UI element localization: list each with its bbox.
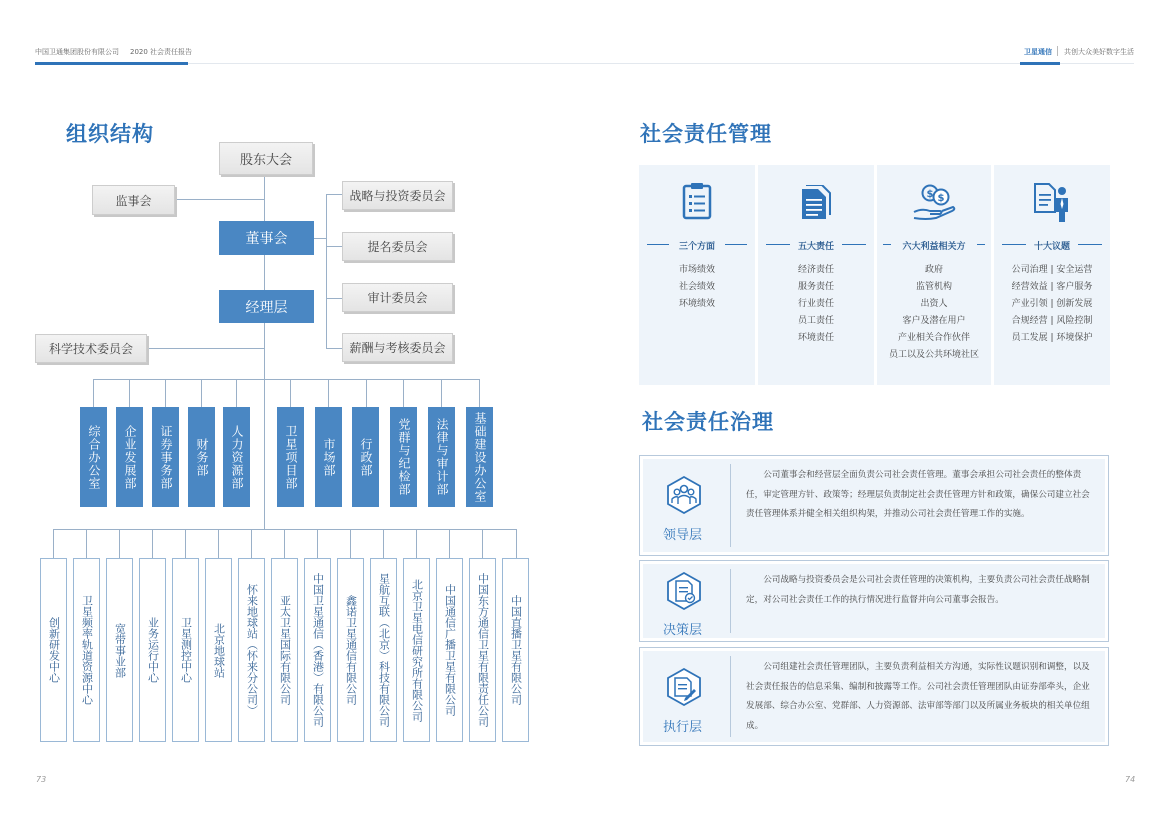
science-link — [147, 348, 264, 349]
dept-drop — [93, 379, 94, 407]
dept-box: 基础建设办公室 — [466, 407, 493, 507]
panel-item: 环境绩效 — [678, 299, 715, 309]
unit-box: 中国直播卫星有限公司 — [502, 558, 529, 742]
dept-box: 行政部 — [352, 407, 379, 507]
committee-link-4 — [326, 348, 342, 349]
panel-item: 员工责任 — [797, 316, 834, 326]
supervisory-link — [175, 199, 264, 200]
governance-leadership — [639, 455, 1109, 556]
nomination-committee-box: 提名委员会 — [342, 232, 453, 261]
dept-drop — [201, 379, 202, 407]
shareholders-meeting-box: 股东大会 — [219, 142, 313, 175]
units-bus — [53, 529, 517, 530]
panel-item: 环境责任 — [797, 333, 834, 343]
page-number-left: 73 — [36, 775, 47, 784]
dept-drop — [366, 379, 367, 407]
execution-icon — [665, 668, 703, 706]
strategy-investment-committee-box: 战略与投资委员会 — [342, 181, 453, 210]
panel-title: 五大责任 — [797, 242, 834, 252]
governance-execution — [639, 647, 1109, 746]
governance-divider — [730, 464, 731, 547]
governance-text: 公司董事会和经营层全面负责公司社会责任管理。董事会承担公司社会责任的整体责任，审定管理方针、政策等；经理层负责制定社会责任管理方针和政策，确保公司建立社会责任管理体系并健全相关组织构架，并推动公司社会责任管理工作的实施。 — [746, 470, 1090, 519]
clipboard-icon — [682, 182, 712, 220]
unit-box: 创新研发中心 — [40, 558, 67, 742]
unit-drop — [350, 529, 351, 558]
unit-box: 鑫诺卫星通信有限公司 — [337, 558, 364, 742]
panel-title: 十大议题 — [1033, 242, 1070, 252]
panel-item: 经营效益 | 客户服务 — [1011, 282, 1093, 292]
unit-drop — [284, 529, 285, 558]
svg-text:$: $ — [937, 193, 945, 204]
panel-item: 客户及潜在用户 — [902, 316, 966, 326]
dept-box: 卫星项目部 — [277, 407, 304, 507]
panel-item: 市场绩效 — [678, 265, 715, 275]
unit-drop — [218, 529, 219, 558]
unit-box: 北京地球站 — [205, 558, 232, 742]
dept-drop — [403, 379, 404, 407]
csr-governance-title: 社会责任治理 — [642, 410, 774, 434]
unit-drop — [516, 529, 517, 558]
unit-box: 中国东方通信卫星有限责任公司 — [469, 558, 496, 742]
departments-bus — [93, 379, 479, 380]
panel-item: 员工发展 | 环境保护 — [1011, 333, 1093, 343]
governance-text: 公司战略与投资委员会是公司社会责任管理的决策机构，主要负责公司社会责任战略制定，对公司社会责任工作的执行情况进行监督并向公司董事会报告。 — [746, 575, 1090, 605]
board-committee-link — [314, 238, 326, 239]
remuneration-committee-box: 薪酬与考核委员会 — [342, 333, 453, 362]
dept-drop — [290, 379, 291, 407]
unit-box: 中国通信广播卫星有限公司 — [436, 558, 463, 742]
committee-link-3 — [326, 298, 342, 299]
panel-six-stakeholders — [877, 165, 991, 385]
unit-box: 中国卫星通信（香港）有限公司 — [304, 558, 331, 742]
header-report: 2020 社会责任报告 — [130, 48, 193, 56]
unit-box: 北京卫星电信研究所有限公司 — [403, 558, 430, 742]
panel-title: 六大利益相关方 — [902, 242, 966, 252]
unit-drop — [53, 529, 54, 558]
audit-committee-box: 审计委员会 — [342, 283, 453, 312]
governance-label: 决策层 — [663, 623, 703, 638]
panel-item: 合规经营 | 风险控制 — [1011, 316, 1093, 326]
dept-drop — [236, 379, 237, 407]
dept-box: 党群与纪检部 — [390, 407, 417, 507]
unit-box: 星航互联（北京）科技有限公司 — [370, 558, 397, 742]
panel-item: 社会绩效 — [678, 282, 715, 292]
panel-item: 监管机构 — [915, 282, 952, 292]
panel-item: 产业引领 | 创新发展 — [1011, 299, 1093, 309]
unit-box: 亚太卫星国际有限公司 — [271, 558, 298, 742]
panel-item: 公司治理 | 安全运营 — [1011, 265, 1093, 275]
header-slogan: 共创大众美好数字生活 — [1064, 48, 1134, 56]
panel-ten-topics — [994, 165, 1110, 385]
supervisory-board-box: 监事会 — [92, 185, 175, 215]
panel-item: 经济责任 — [797, 265, 834, 275]
panel-item: 产业相关合作伙伴 — [897, 333, 970, 343]
dept-box: 财务部 — [188, 407, 215, 507]
panel-item: 出资人 — [920, 299, 948, 309]
person-document-icon — [1033, 182, 1071, 222]
header-company: 中国卫通集团股份有限公司 — [35, 48, 119, 56]
governance-label: 执行层 — [663, 720, 703, 735]
unit-drop — [251, 529, 252, 558]
people-icon — [665, 476, 703, 514]
document-icon — [800, 185, 832, 221]
panel-item: 员工以及公共环境社区 — [888, 350, 979, 360]
committee-link-1 — [326, 194, 342, 195]
unit-drop — [383, 529, 384, 558]
org-structure-title: 组织结构 — [66, 122, 154, 146]
panel-item: 服务责任 — [797, 282, 834, 292]
management-box: 经理层 — [219, 290, 314, 323]
dept-drop — [441, 379, 442, 407]
dept-box: 证券事务部 — [152, 407, 179, 507]
panel-five-responsibilities — [758, 165, 874, 385]
unit-drop — [449, 529, 450, 558]
governance-divider — [730, 569, 731, 633]
unit-drop — [152, 529, 153, 558]
dept-box: 综合办公室 — [80, 407, 107, 507]
unit-drop — [119, 529, 120, 558]
unit-box: 怀来地球站（怀来分公司） — [238, 558, 265, 742]
svg-text:$: $ — [926, 189, 934, 200]
dept-box: 人力资源部 — [223, 407, 250, 507]
panel-item: 行业责任 — [797, 299, 834, 309]
science-committee-box: 科学技术委员会 — [35, 334, 147, 363]
header-divider — [1057, 46, 1058, 56]
committee-spine — [326, 194, 327, 349]
header-rule — [35, 63, 1134, 64]
unit-box: 宽带事业部 — [106, 558, 133, 742]
committee-link-2 — [326, 246, 342, 247]
dept-drop — [129, 379, 130, 407]
money-hand-icon — [912, 184, 958, 222]
page-number-right: 74 — [1125, 775, 1136, 784]
panel-three-aspects — [639, 165, 755, 385]
header-brand: 卫星通信 — [1024, 48, 1052, 56]
unit-drop — [482, 529, 483, 558]
header-accent-right — [1020, 62, 1060, 65]
panel-title: 三个方面 — [678, 242, 715, 252]
header-accent-left — [35, 62, 188, 65]
dept-drop — [328, 379, 329, 407]
dept-box: 法律与审计部 — [428, 407, 455, 507]
governance-text: 公司组建社会责任管理团队，主要负责利益相关方沟通，实际性议题识别和调整，以及社会责任报告的信息采集、编制和披露等工作。公司社会责任管理团队由证券部牵头，企业发展部、综合办公室、党群部、人力资源部、法审部等部门以及所属业务板块的相关单位组成。 — [746, 662, 1090, 731]
unit-drop — [317, 529, 318, 558]
dept-drop — [479, 379, 480, 407]
dept-drop — [165, 379, 166, 407]
unit-box: 卫星测控中心 — [172, 558, 199, 742]
unit-box: 业务运行中心 — [139, 558, 166, 742]
unit-drop — [416, 529, 417, 558]
unit-box: 卫星频率轨道资源中心 — [73, 558, 100, 742]
board-of-directors-box: 董事会 — [219, 221, 314, 255]
unit-drop — [86, 529, 87, 558]
governance-label: 领导层 — [663, 528, 703, 543]
unit-drop — [185, 529, 186, 558]
dept-box: 企业发展部 — [116, 407, 143, 507]
governance-decision — [639, 560, 1109, 642]
dept-box: 市场部 — [315, 407, 342, 507]
csr-management-title: 社会责任管理 — [640, 122, 772, 146]
governance-divider — [730, 656, 731, 737]
decision-icon — [665, 572, 703, 610]
panel-item: 政府 — [924, 265, 943, 275]
